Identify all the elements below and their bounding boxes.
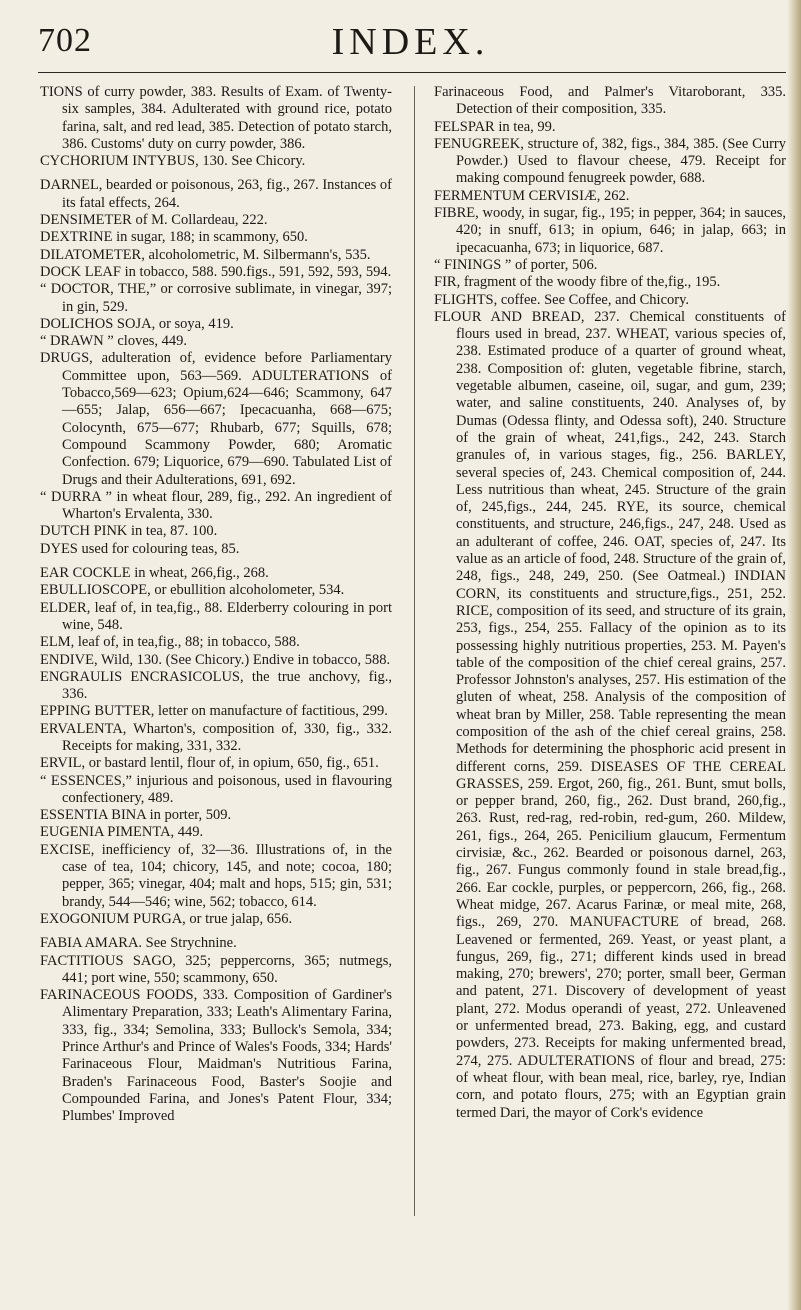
- header-rule: [38, 72, 786, 73]
- index-entry: EXOGONIUM PURGA, or true jalap, 656.: [40, 910, 293, 927]
- index-entry: EUGENIA PIMENTA, 449.: [40, 824, 204, 841]
- index-entry: ESSENTIA BINA in porter, 509.: [40, 807, 232, 824]
- index-entry: DILATOMETER, alcoholometric, M. Silbermann's, 535.: [40, 246, 371, 263]
- index-entry: DEXTRINE in sugar, 188; in scammony, 650.: [40, 229, 308, 246]
- index-entry: “ DRAWN ” cloves, 449.: [40, 333, 188, 350]
- index-entry: DENSIMETER of M. Collardeau, 222.: [40, 212, 268, 229]
- index-entry: DOLICHOS SOJA, or soya, 419.: [40, 315, 234, 332]
- index-entry: FIBRE, woody, in sugar, fig., 195; in pepper, 364; in sauces, 420; in snuff, 613; in opium, 646; in jalap, 663; in ipecacuanha, 673; in liquorice, 687.: [434, 205, 786, 256]
- index-entry: EBULLIOSCOPE, or ebullition alcoholometer, 534.: [40, 582, 345, 599]
- running-head: INDEX.: [331, 21, 490, 63]
- page-edge-shadow: [787, 0, 801, 1310]
- index-entry: EAR COCKLE in wheat, 266,fig., 268.: [40, 565, 269, 582]
- index-column-left: [40, 84, 392, 1126]
- index-column-right: [434, 84, 786, 1122]
- index-entry: Farinaceous Food, and Palmer's Vitaroborant, 335. Detection of their composition, 335.: [434, 84, 786, 118]
- index-entry: FABIA AMARA. See Strychnine.: [40, 935, 237, 952]
- index-entry: FARINACEOUS FOODS, 333. Composition of Gardiner's Alimentary Preparation, 333; Leath's Alimentary Farina, 333, fig., 334; Semolina, 333; Bullock's Semola, 334; Prince Arthur's and Prince of Wales's Foods, 334; Hards' Farinaceous Flour, Maidman's Nutritious Farina, Braden's Farinaceous Food, Baster's Soojie and Compounded Farina, and Jones's Patent Flour, 334; Plumbes' Improved: [40, 987, 392, 1125]
- index-entry: “ DURRA ” in wheat flour, 289, fig., 292. An ingredient of Wharton's Ervalenta, 330.: [40, 488, 392, 523]
- index-entry: ERVIL, or bastard lentil, flour of, in opium, 650, fig., 651.: [40, 755, 379, 772]
- index-entry: FLOUR AND BREAD, 237. Chemical constituents of flours used in bread, 237. WHEAT, various species of, 238. Estimated produce of a quarter of ground wheat, 238. Composition of: gluten, vegetable fibrine, starch, vegetable albumen, caseine, oil, sugar, and gum, 239; water, and saline constituents, 240. Analyses of, by Dumas (Odessa flinty, and Odessa soft), 240. Structure of the grain of wheat, 241,figs., 242, 243. Starch granules of, in various stages, fig., 256. BARLEY, several species of, 243. Chemical composition of, 244. Less nutritious than wheat, 245. Structure of the grain of, 245,figs., 244, 245. RYE, its source, chemical constituents, and structure, 246,figs., 247, 248. Used as an adulterant of coffee, 246. OAT, species of, 247. Its value as an article of food, 248. Structure of the grain of, 248, figs., 248, 249, 250. (See Oatmeal.) INDIAN CORN, its constituents and structure,figs., 251, 252. RICE, composition of its seed, and structure of its grain, 253, figs., 254, 255. Fallacy of the opinion as to its possessing highly nutritious properties, 253. M. Payen's table of the composition of the chief cereal grains, 257. Professor Johnston's analyses, 257. His estimation of the gluten of wheat, 258. Analysis of the composition of wheat bran by Miller, 258. Table representing the mean composition of the ash of the chief cereal grains, 258. Methods for determining the phosphoric acid present in different corns, 259. DISEASES OF THE CEREAL GRASSES, 259. Ergot, 260, fig., 261. Bunt, smut bolls, or pepper brand, 260, fig., 262. Dust brand, 260,fig., 263. Rust, red-rag, red-robin, red-gum, 260. Mildew, 261, figs., 264, 265. Penicilium glaucum, Fermentum cirvisiæ, &c., 262. Bearded or poisonous darnel, 263, fig., 267. Fungus commonly found in stale bread,fig., 266. Ear cockle, purples, or peppercorn, 266, fig., 268. Wheat midge, 267. Acarus Farinæ, or meal mite, 268, figs., 269, 270. MANUFACTURE of bread, 268. Leavened or fermented, 269. Yeast, or yeast plant, a fungus, 269, fig., 271; different kinds used in bread making, 270; brewers', 270; porter, small beer, German and patent, 271. Discovery of development of yeast plant, 272. Modus operandi of yeast, 272. Unleavened or unfermented bread, 273. Baking, egg, and custard powders, 273. Receipts for making unfermented bread, 274, 275. ADULTERATIONS of flour and bread, 275: of wheat flour, with bean meal, rice, barley, rye, Indian corn, and potato flours, 275; with an Egyptian grain termed Dari, the mayor of Cork's evidence: [434, 308, 786, 1121]
- page-header: [38, 10, 783, 70]
- index-entry: ENGRAULIS ENCRASICOLUS, the true anchovy, fig., 336.: [40, 668, 392, 703]
- index-entry: ERVALENTA, Wharton's, composition of, 330, fig., 332. Receipts for making, 331, 332.: [40, 720, 392, 754]
- index-entry: FELSPAR in tea, 99.: [434, 118, 556, 135]
- index-entry: FIR, fragment of the woody fibre of the,fig., 195.: [434, 274, 721, 291]
- index-entry: FLIGHTS, coffee. See Coffee, and Chicory.: [434, 291, 690, 308]
- index-entry: DARNEL, bearded or poisonous, 263, fig., 267. Instances of its fatal effects, 264.: [40, 177, 392, 211]
- page-number: 702: [38, 22, 92, 59]
- index-entry: “ FININGS ” of porter, 506.: [434, 256, 598, 273]
- index-entry: EXCISE, inefficiency of, 32—36. Illustrations of, in the case of tea, 104; chicory, 145, and note; cocoa, 180; pepper, 365; vinegar, 404; malt and hops, 515; gin, 531; brandy, 544—546; wine, 562; tobacco, 614.: [40, 841, 392, 910]
- index-entry: FERMENTUM CERVISIÆ, 262.: [434, 187, 630, 204]
- index-entry: DYES used for colouring teas, 85.: [40, 540, 240, 557]
- index-entry: DUTCH PINK in tea, 87. 100.: [40, 523, 218, 540]
- index-entry: FACTITIOUS SAGO, 325; peppercorns, 365; nutmegs, 441; port wine, 550; scammony, 650.: [40, 952, 392, 986]
- index-entry: “ DOCTOR, THE,” or corrosive sublimate, in vinegar, 397; in gin, 529.: [40, 281, 392, 315]
- index-entry: “ ESSENCES,” injurious and poisonous, used in flavouring confectionery, 489.: [40, 772, 392, 806]
- index-entry: ELM, leaf of, in tea,fig., 88; in tobacco, 588.: [40, 634, 300, 651]
- index-entry: CYCHORIUM INTYBUS, 130. See Chicory.: [40, 153, 306, 170]
- index-entry: ENDIVE, Wild, 130. (See Chicory.) Endive in tobacco, 588.: [40, 651, 391, 668]
- index-entry: FENUGREEK, structure of, 382, figs., 384, 385. (See Curry Powder.) Used to flavour cheese, 479. Receipt for making compound fenugreek powder, 688.: [434, 135, 786, 187]
- index-entry: DRUGS, adulteration of, evidence before Parliamentary Committee upon, 563—569. ADULTERATIONS of Tobacco,569—623; Opium,624—646; Scammony, 647—655; Jalap, 656—667; Ipecacuanha, 668—675; Colocynth, 675—677; Rhubarb, 677; Squills, 678; Compound Scammony Powder, 680; Aromatic Confection. 679; Liquorice, 679—690. Tabulated List of Drugs and their Adulterations, 691, 692.: [40, 350, 392, 488]
- index-entry: TIONS of curry powder, 383. Results of Exam. of Twenty-six samples, 384. Adulterated with ground rice, potato farina, salt, and red lead, 385. Detection of potato starch, 386. Customs' duty on curry powder, 386.: [40, 84, 392, 152]
- column-divider: [414, 86, 415, 1216]
- index-entry: DOCK LEAF in tobacco, 588. 590.figs., 591, 592, 593, 594.: [40, 263, 392, 280]
- index-entry: ELDER, leaf of, in tea,fig., 88. Elderberry colouring in port wine, 548.: [40, 599, 392, 633]
- index-entry: EPPING BUTTER, letter on manufacture of factitious, 299.: [40, 703, 388, 720]
